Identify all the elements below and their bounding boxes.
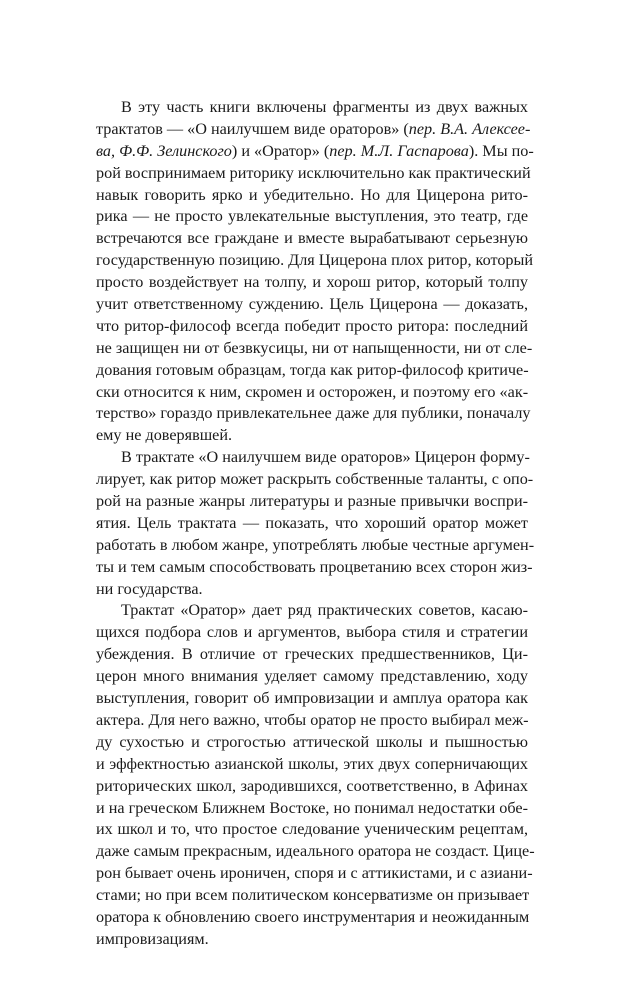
text-line: риторических школ, зародившихся, соответственно, в Афинах	[96, 776, 528, 795]
text-line: трактатов — «О наилучшем виде ораторов» (пер. В.А. Алексее-	[96, 119, 531, 138]
text-line: актера. Для него важно, чтобы оратор не просто выбирал меж-	[96, 710, 529, 729]
text-line: дования готовым образцам, тогда как ритор-философ критиче-	[96, 360, 529, 379]
text-line: и эффектностью азианской школы, этих двух соперничающих	[96, 754, 528, 773]
text-line: В эту часть книги включены фрагменты из двух важных	[121, 98, 528, 116]
text-line: рой воспринимаем риторику исключительно как практический	[96, 163, 531, 182]
text-line: государственную позицию. Для Цицерона плох ритор, который	[96, 251, 534, 270]
text-line: что ритор-философ всегда победит просто ритора: последний	[96, 316, 528, 335]
paragraph-2	[96, 447, 535, 600]
text-line: работать в любом жанре, употреблять любые честные аргумен-	[96, 535, 535, 554]
text-line: рой на разные жанры литературы и разные привычки воспри-	[96, 492, 528, 511]
text-line: просто воздействует на толпу, и хорош ритор, который толпу	[96, 273, 528, 292]
text-line: лирует, как ритор может раскрыть собственные таланты, с опо-	[96, 470, 534, 489]
text-line: оратора к обновлению своего инструментария и неожиданным	[96, 907, 530, 926]
text-line: ни государства.	[96, 579, 203, 598]
text-line: выступления, говорит об импровизации и амплуа оратора как	[96, 689, 528, 708]
text-line: ты и тем самым способствовать процветанию всех сторон жиз-	[96, 557, 533, 576]
paragraph-3	[96, 600, 535, 950]
text-line: рика — не просто увлекательные выступления, это театр, где	[96, 207, 528, 226]
text-line: ва, Ф.Ф. Зелинского) и «Оратор» (пер. М.Л. Гаспарова). Мы по-	[96, 141, 534, 160]
text-line: не защищен ни от безвкусицы, ни от напыщенности, ни от сле-	[96, 338, 533, 357]
text-line: и на греческом Ближнем Востоке, но понимал недостатки обе-	[96, 798, 528, 817]
text-line: ду сухостью и строгостью аттической школы и пышностью	[96, 732, 528, 751]
text-line: стами; но при всем политическом консерватизме он призывает	[96, 886, 530, 905]
text-line: церон много внимания уделяет самому представлению, ходу	[96, 667, 528, 686]
text-line: терство» гораздо привлекательнее даже для публики, поначалу	[96, 404, 531, 423]
paragraph-1	[96, 97, 534, 447]
body-text	[96, 97, 535, 951]
text-line: В трактате «О наилучшем виде ораторов» Цицерон форму-	[121, 448, 530, 467]
text-line: ятия. Цель трактата — показать, что хороший оратор может	[96, 513, 528, 532]
text-line: ски относится к ним, скромен и осторожен, и поэтому его «ак-	[96, 382, 529, 401]
text-line: даже самым прекрасным, идеального оратора не создаст. Цице-	[96, 842, 535, 861]
text-line: рон бывает очень ироничен, споря и с аттикистами, и с азиани-	[96, 864, 533, 883]
text-line: ему не доверявшей.	[96, 426, 233, 445]
text-line: встречаются все граждане и вместе вырабатывают серьезную	[96, 229, 528, 248]
text-line: убеждения. В отличие от греческих предшественников, Ци-	[96, 645, 528, 664]
text-line: импровизациям.	[96, 929, 209, 948]
text-line: их школ и то, что простое следование ученическим рецептам,	[96, 820, 528, 839]
text-line: щихся подбора слов и аргументов, выбора стиля и стратегии	[96, 623, 528, 642]
text-line: Трактат «Оратор» дает ряд практических советов, касаю-	[121, 601, 528, 620]
text-line: навык говорить ярко и убедительно. Но для Цицерона рито-	[96, 185, 528, 204]
text-line: учит ответственному суждению. Цель Цицерона — доказать,	[96, 295, 528, 314]
